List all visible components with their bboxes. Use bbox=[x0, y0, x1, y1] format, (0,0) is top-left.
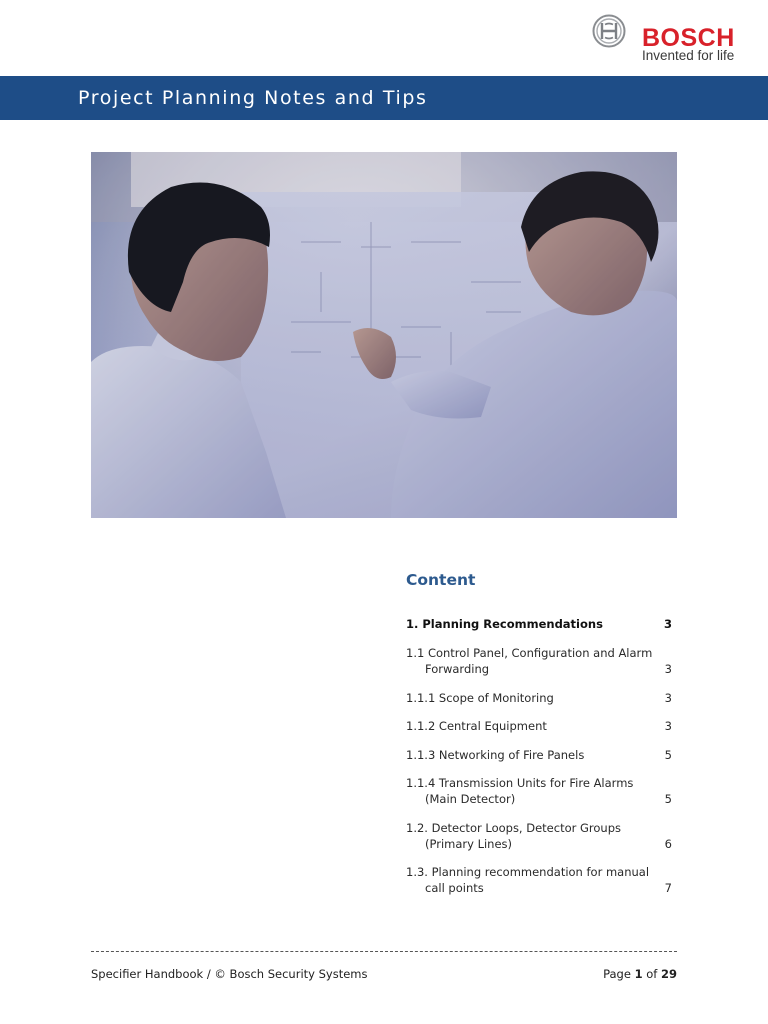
toc-entry-page: 7 bbox=[664, 881, 672, 895]
toc-entry-title: 1. Planning Recommendations bbox=[406, 617, 603, 631]
page-title: Project Planning Notes and Tips bbox=[78, 87, 428, 109]
toc-entry-page: 3 bbox=[663, 617, 672, 631]
toc-entry-page: 5 bbox=[664, 747, 672, 762]
toc-entry-page: 3 bbox=[664, 719, 672, 733]
toc-entry-title-continued: (Main Detector) bbox=[425, 792, 516, 806]
page-current: 1 bbox=[634, 967, 643, 981]
toc-entry-title: 1.2. Detector Loops, Detector Groups bbox=[406, 820, 622, 835]
brand-tagline: Invented for life bbox=[642, 48, 735, 63]
brand-name: BOSCH bbox=[642, 24, 735, 52]
toc-entry-title-continued: call points bbox=[425, 881, 484, 895]
footer-page-number bbox=[603, 966, 677, 982]
toc-entry-page: 6 bbox=[664, 836, 672, 851]
toc-entry-title: 1.1 Control Panel, Configuration and Alarm bbox=[406, 646, 653, 660]
toc-entry-page: 3 bbox=[664, 690, 672, 705]
toc-entry-title: 1.1.2 Central Equipment bbox=[406, 719, 547, 733]
table-of-contents bbox=[406, 570, 672, 909]
toc-entry[interactable] bbox=[406, 616, 672, 632]
toc-entry-title: 1.1.3 Networking of Fire Panels bbox=[406, 747, 585, 762]
toc-entry[interactable] bbox=[406, 747, 672, 763]
footer-divider bbox=[91, 951, 677, 952]
page-label: Page bbox=[603, 967, 631, 981]
toc-entry[interactable] bbox=[406, 718, 672, 734]
bosch-logo bbox=[592, 14, 752, 66]
bosch-armature-icon bbox=[592, 14, 626, 48]
toc-entry-page: 3 bbox=[664, 662, 672, 676]
contents-heading: Content bbox=[406, 571, 476, 589]
title-banner bbox=[0, 76, 768, 120]
toc-entry-title: 1.3. Planning recommendation for manual bbox=[406, 865, 650, 879]
footer-copyright: Specifier Handbook / © Bosch Security Systems bbox=[91, 967, 368, 981]
page-total: 29 bbox=[660, 967, 677, 981]
cover-photo bbox=[91, 152, 677, 518]
toc-entry[interactable] bbox=[406, 820, 672, 852]
toc-entry[interactable] bbox=[406, 690, 672, 706]
toc-entry-title: 1.1.1 Scope of Monitoring bbox=[406, 690, 554, 705]
toc-entry-title: 1.1.4 Transmission Units for Fire Alarms bbox=[406, 776, 634, 790]
toc-entry-page: 5 bbox=[664, 792, 672, 806]
toc-entry-title-continued: Forwarding bbox=[425, 662, 490, 676]
toc-entry-title-continued: (Primary Lines) bbox=[425, 836, 513, 851]
page-of-label: of bbox=[646, 967, 658, 981]
toc-entry[interactable] bbox=[406, 645, 672, 677]
toc-entry[interactable] bbox=[406, 864, 672, 896]
toc-entry[interactable] bbox=[406, 775, 672, 807]
